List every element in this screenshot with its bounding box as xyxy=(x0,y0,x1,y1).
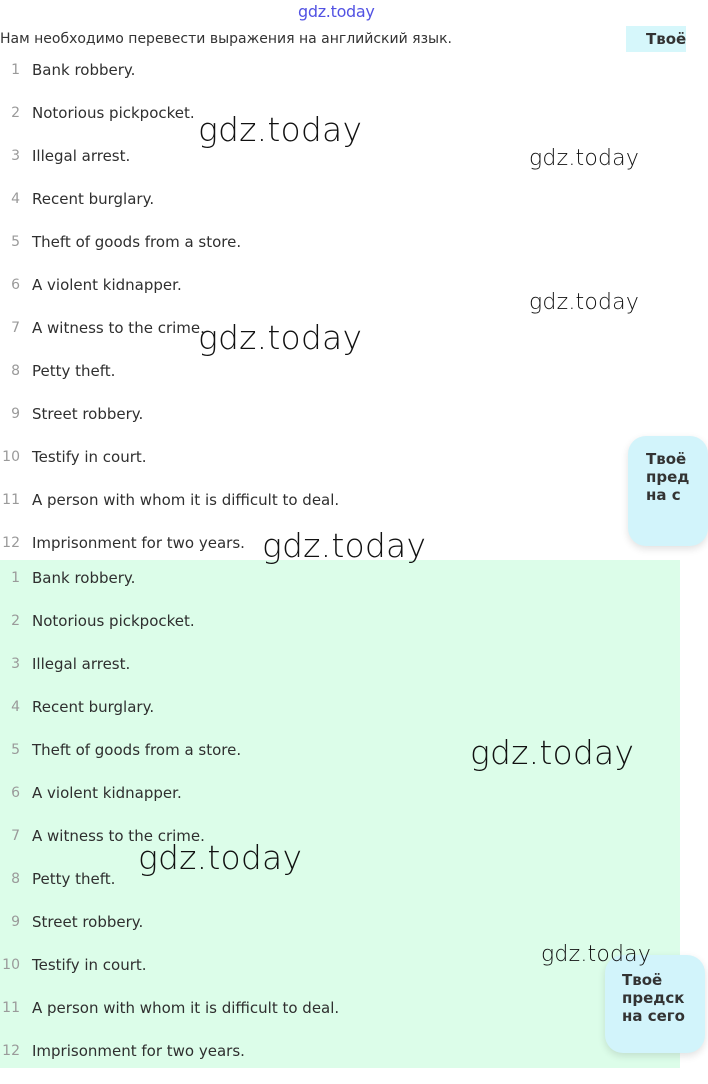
watermark: gdz.today xyxy=(262,526,427,565)
promo-line: на сего xyxy=(622,1007,685,1025)
item-text: Bank robbery. xyxy=(32,61,136,79)
item-number: 4 xyxy=(11,191,20,207)
item-number: 9 xyxy=(11,914,20,930)
item-text: Petty theft. xyxy=(32,870,116,888)
item-number: 6 xyxy=(11,277,20,293)
item-text: Illegal arrest. xyxy=(32,655,131,673)
item-text: Testify in court. xyxy=(32,448,147,466)
watermark: gdz.today xyxy=(138,838,303,877)
item-number: 9 xyxy=(11,406,20,422)
item-number: 12 xyxy=(2,535,20,551)
item-number: 7 xyxy=(11,828,20,844)
item-number: 10 xyxy=(2,957,20,973)
item-number: 1 xyxy=(11,570,20,586)
answer-panel xyxy=(0,560,680,1068)
item-text: Notorious pickpocket. xyxy=(32,104,195,122)
item-text: Street robbery. xyxy=(32,913,144,931)
item-text: Testify in court. xyxy=(32,956,147,974)
item-number: 2 xyxy=(11,613,20,629)
item-text: Imprisonment for two years. xyxy=(32,534,245,552)
item-text: A person with whom it is difficult to deal. xyxy=(32,999,340,1017)
item-number: 11 xyxy=(2,1000,20,1016)
item-text: A violent kidnapper. xyxy=(32,276,182,294)
item-number: 7 xyxy=(11,320,20,336)
promo-line: Твоё xyxy=(646,450,687,468)
item-text: Illegal arrest. xyxy=(32,147,131,165)
item-text: Recent burglary. xyxy=(32,190,155,208)
watermark: gdz.today xyxy=(198,110,363,149)
item-text: Bank robbery. xyxy=(32,569,136,587)
item-text: A person with whom it is difficult to deal. xyxy=(32,491,340,509)
promo-line: Твоё xyxy=(622,971,663,989)
item-number: 3 xyxy=(11,656,20,672)
item-text: A witness to the crime. xyxy=(32,319,205,337)
item-number: 4 xyxy=(11,699,20,715)
watermark: gdz.today xyxy=(529,146,640,171)
item-number: 11 xyxy=(2,492,20,508)
item-text: A violent kidnapper. xyxy=(32,784,182,802)
item-text: Recent burglary. xyxy=(32,698,155,716)
item-number: 6 xyxy=(11,785,20,801)
watermark: gdz.today xyxy=(470,733,635,772)
item-number: 2 xyxy=(11,105,20,121)
promo-card[interactable] xyxy=(628,436,708,546)
watermark: gdz.today xyxy=(541,942,652,967)
item-text: Imprisonment for two years. xyxy=(32,1042,245,1060)
promo-line: на с xyxy=(646,486,681,504)
item-text: Petty theft. xyxy=(32,362,116,380)
item-number: 5 xyxy=(11,234,20,250)
item-number: 5 xyxy=(11,742,20,758)
item-text: Notorious pickpocket. xyxy=(32,612,195,630)
item-number: 1 xyxy=(11,62,20,78)
intro-text: Нам необходимо перевести выражения на английский язык. xyxy=(0,31,452,47)
item-text: A witness to the crime. xyxy=(32,827,205,845)
item-number: 8 xyxy=(11,871,20,887)
item-number: 8 xyxy=(11,363,20,379)
promo-line: предск xyxy=(622,989,685,1007)
promo-card[interactable] xyxy=(605,955,705,1053)
promo-line: пред xyxy=(646,468,690,486)
watermark: gdz.today xyxy=(198,318,363,357)
top-watermark: gdz.today xyxy=(298,2,375,21)
item-text: Theft of goods from a store. xyxy=(32,233,242,251)
item-text: Street robbery. xyxy=(32,405,144,423)
top-right-tab[interactable]: Твоё xyxy=(626,26,686,52)
item-text: Theft of goods from a store. xyxy=(32,741,242,759)
watermark: gdz.today xyxy=(529,290,640,315)
item-number: 12 xyxy=(2,1043,20,1059)
item-number: 10 xyxy=(2,449,20,465)
item-number: 3 xyxy=(11,148,20,164)
